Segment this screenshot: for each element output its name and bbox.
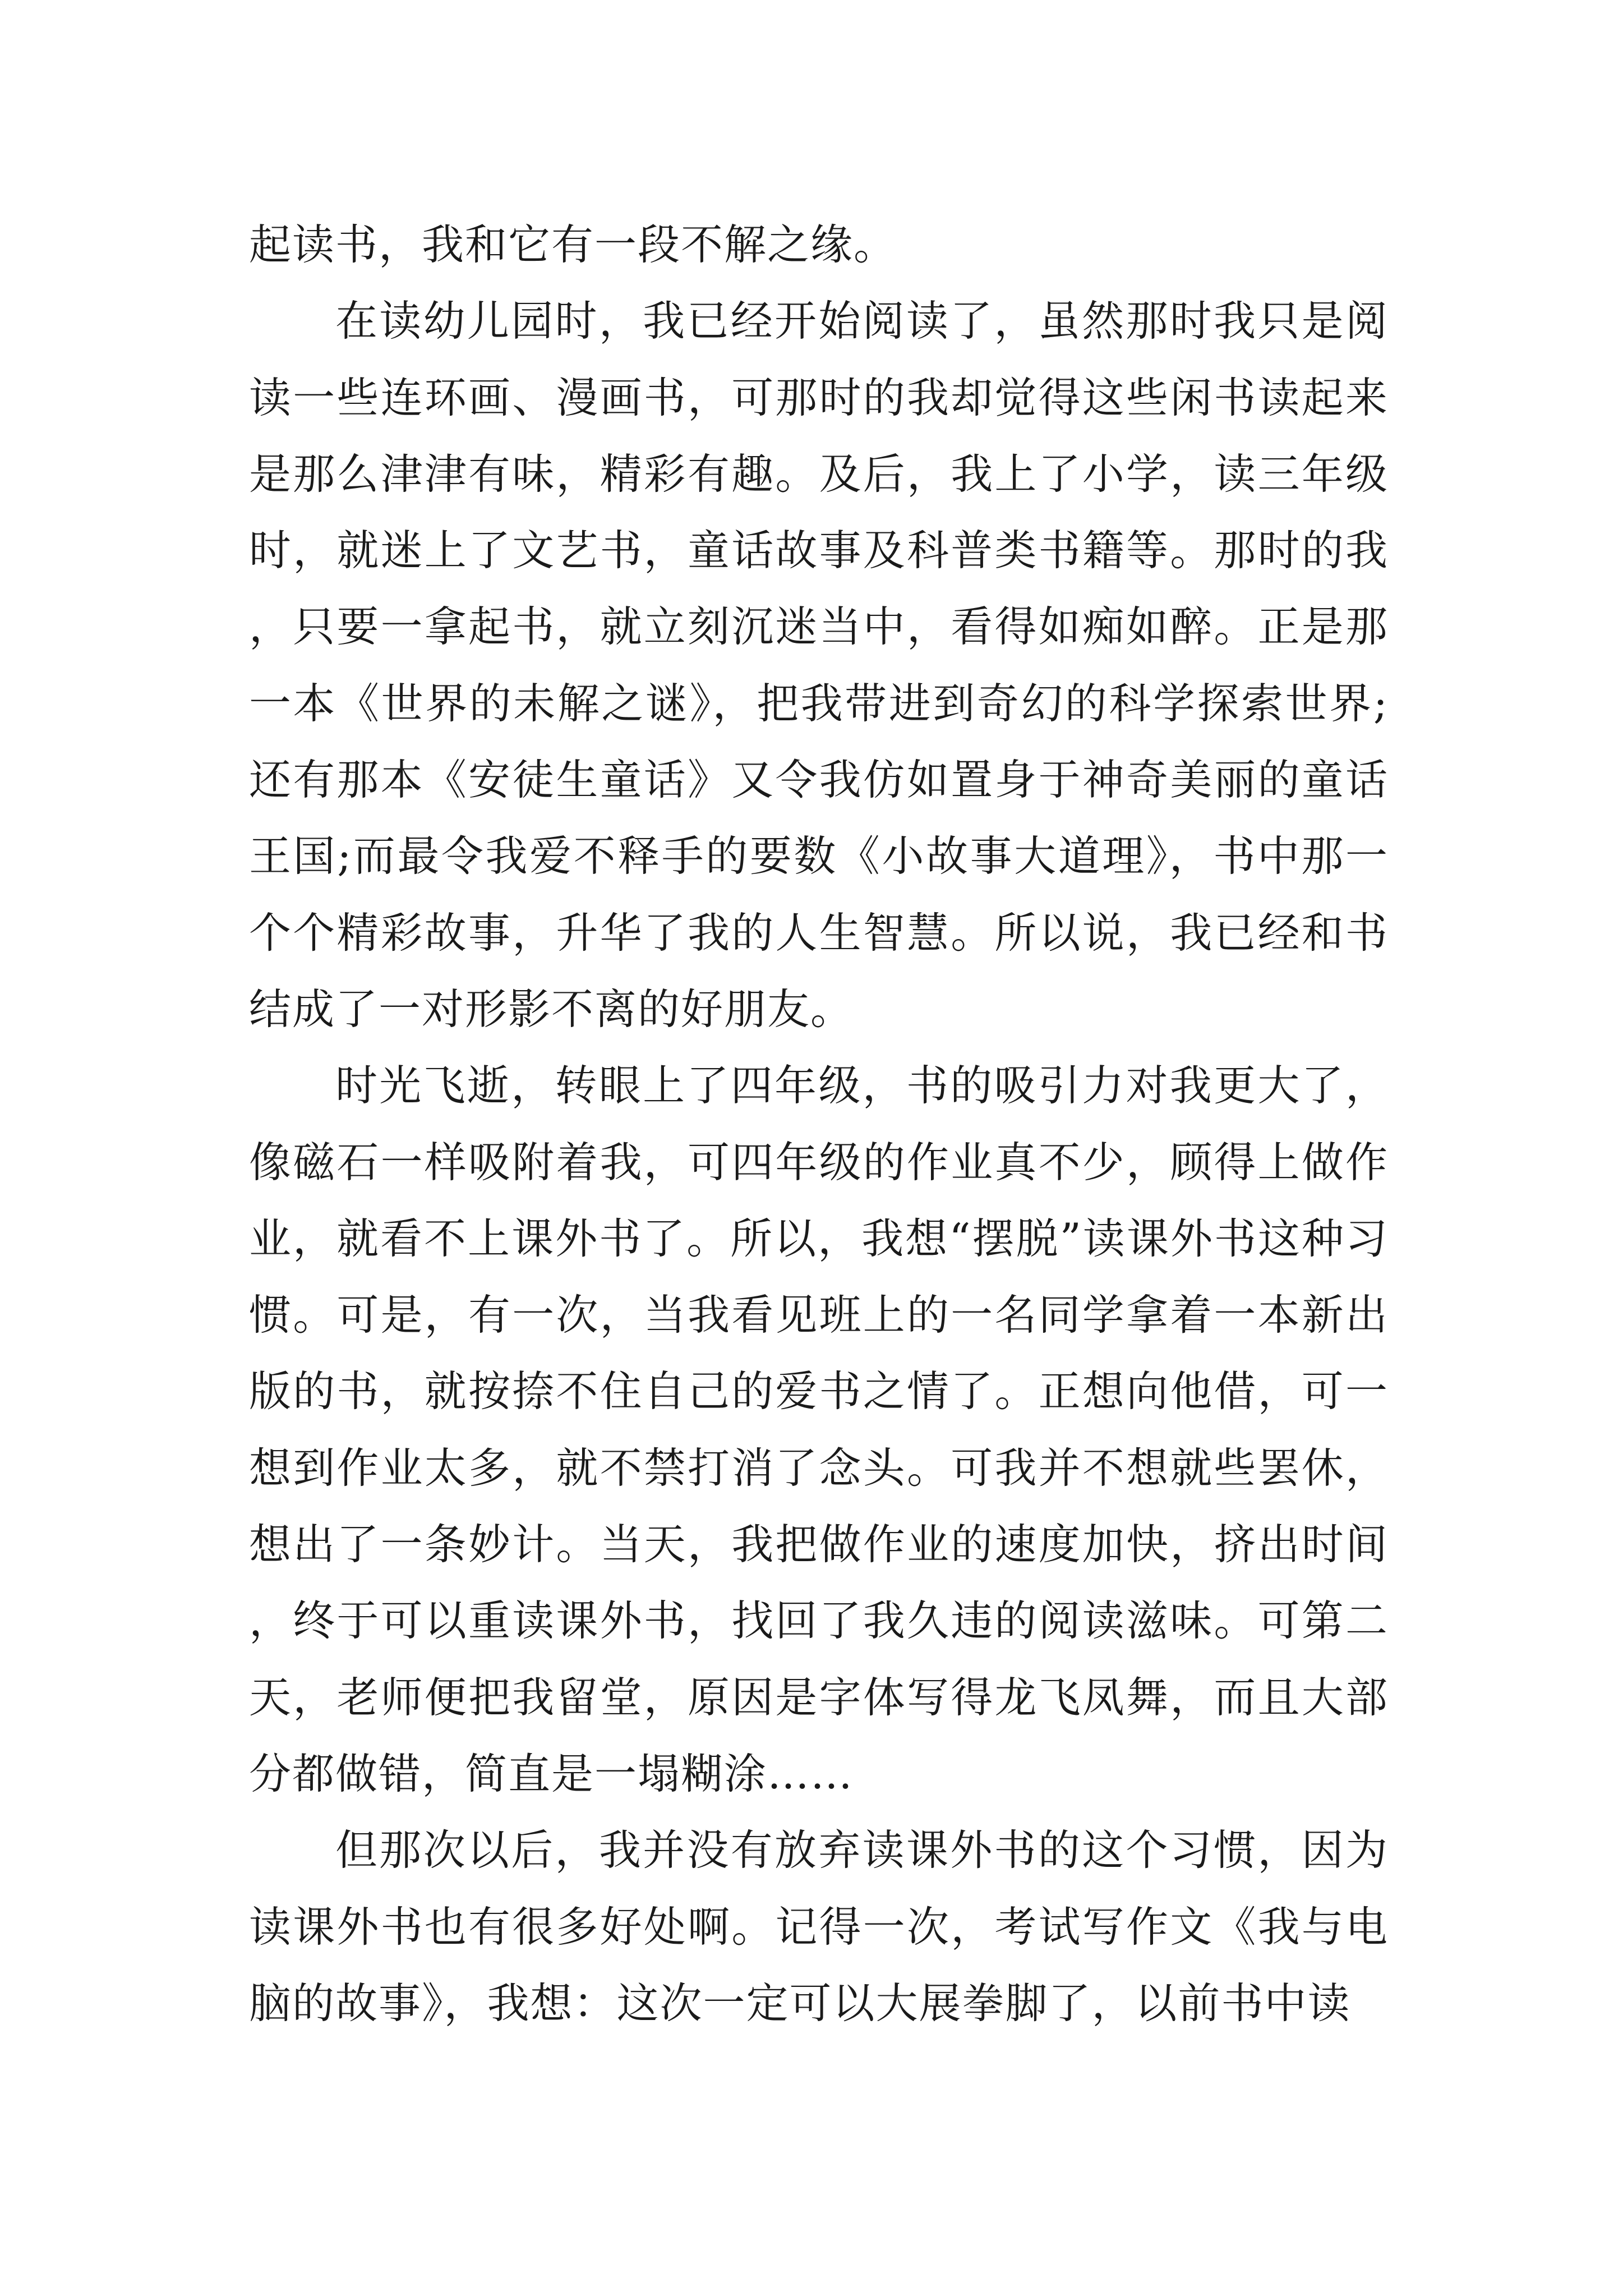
essay-body (249, 206, 1389, 2041)
paragraph-1: 起读书，我和它有一段不解之缘。 (249, 220, 897, 269)
paragraph-3: 时光飞逝，转眼上了四年级，书的吸引力对我更大了，像磁石一样吸附着我，可四年级的作业真不少，顾得上做作业，就看不上课外书了。所以，我想“摆脱”读课外书这种习惯。可是，有一次，当我看见班上的一名同学拿着一本新出版的书，就按捺不住自己的爱书之情了。正想向他借，可一想到作业太多，就不禁打消了念头。可我并不想就些罢休，想出了一条妙计。当天，我把做作业的速度加快，挤出时间，终于可以重读课外书，找回了我久违的阅读滋味。可第二天，老师便把我留堂，原因是字体写得龙飞凤舞，而且大部分都做错，简直是一塌糊涂…… (249, 1061, 1389, 1798)
paragraph-4: 但那次以后，我并没有放弃读课外书的这个习惯，因为读课外书也有很多好处啊。记得一次，考试写作文《我与电脑的故事》，我想：这次一定可以大展拳脚了，以前书中读 (249, 1825, 1389, 2028)
paragraph-2: 在读幼儿园时，我已经开始阅读了，虽然那时我只是阅读一些连环画、漫画书，可那时的我却觉得这些闲书读起来是那么津津有味，精彩有趣。及后，我上了小学，读三年级时，就迷上了文艺书，童话故事及科普类书籍等。那时的我，只要一拿起书，就立刻沉迷当中，看得如痴如醉。正是那一本《世界的未解之谜》，把我带进到奇幻的科学探索世界;还有那本《安徒生童话》又令我仿如置身于神奇美丽的童话王国;而最令我爱不释手的要数《小故事大道理》，书中那一个个精彩故事，升华了我的人生智慧。所以说，我已经和书结成了一对形影不离的好朋友。 (249, 296, 1389, 1034)
